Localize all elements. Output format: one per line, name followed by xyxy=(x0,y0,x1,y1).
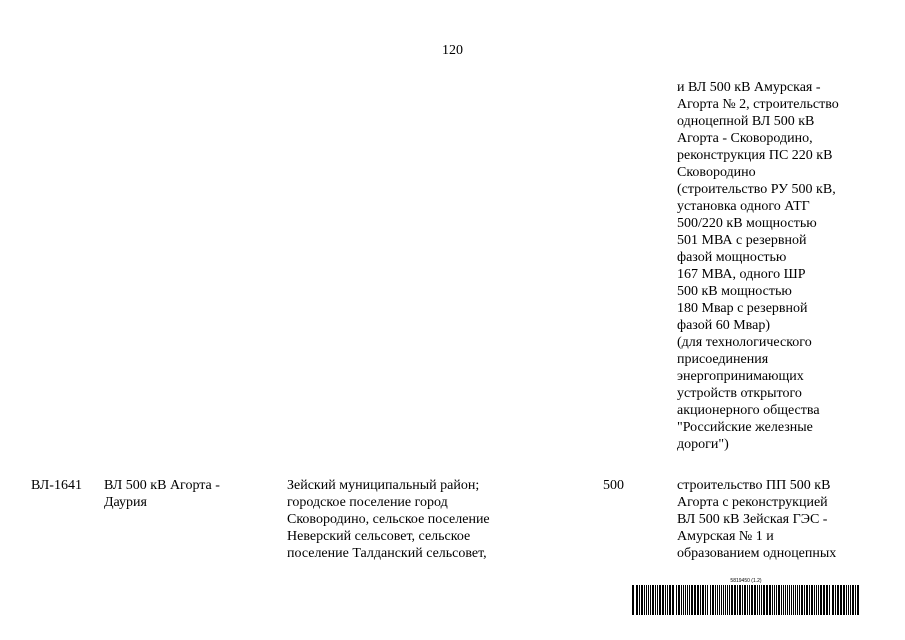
location-line: городское поселение город xyxy=(287,495,448,510)
description-line: установка одного АТГ xyxy=(677,199,810,214)
location-line: Зейский муниципальный район; xyxy=(287,478,480,493)
description-line: 501 МВА с резервной xyxy=(677,233,807,248)
location-line: Сковородино, сельское поселение xyxy=(287,512,490,527)
object-code: ВЛ-1641 xyxy=(31,478,82,493)
description-line: "Российские железные xyxy=(677,420,813,435)
barcode-icon xyxy=(632,585,860,615)
barcode-label: 5819450 (1.2) xyxy=(730,578,762,584)
description-line: 167 МВА, одного ШР xyxy=(677,267,806,282)
description-line: 500/220 кВ мощностью xyxy=(677,216,817,231)
object-name-line: ВЛ 500 кВ Агорта - xyxy=(104,478,220,493)
description-line: реконструкция ПС 220 кВ xyxy=(677,148,833,163)
object-name-line: Даурия xyxy=(104,495,147,510)
barcode-block xyxy=(632,578,860,615)
description-line: ВЛ 500 кВ Зейская ГЭС - xyxy=(677,512,828,527)
description-line: образованием одноцепных xyxy=(677,546,837,561)
description-line: дороги") xyxy=(677,437,729,452)
description-line: фазой мощностью xyxy=(677,250,787,265)
description-line: Амурская № 1 и xyxy=(677,529,774,544)
description-line: устройств открытого xyxy=(677,386,802,401)
description-line: энергопринимающих xyxy=(677,369,804,384)
location-line: поселение Талданский сельсовет, xyxy=(287,546,487,561)
object-name xyxy=(104,477,264,511)
description-line: Агорта № 2, строительство xyxy=(677,97,839,112)
description-line: присоединения xyxy=(677,352,769,367)
description-line: одноцепной ВЛ 500 кВ xyxy=(677,114,815,129)
object-voltage: 500 xyxy=(603,478,624,493)
object-description xyxy=(677,477,892,562)
object-location xyxy=(287,477,527,562)
continued-description xyxy=(677,79,892,453)
description-line: фазой 60 Мвар) xyxy=(677,318,770,333)
description-line: строительство ПП 500 кВ xyxy=(677,478,831,493)
description-line: акционерного общества xyxy=(677,403,820,418)
description-line: 500 кВ мощностью xyxy=(677,284,792,299)
description-line: Агорта - Сковородино, xyxy=(677,131,813,146)
location-line: Неверский сельсовет, сельское xyxy=(287,529,471,544)
description-line: и ВЛ 500 кВ Амурская - xyxy=(677,80,821,95)
description-line: Агорта с реконструкцией xyxy=(677,495,828,510)
description-line: (для технологического xyxy=(677,335,812,350)
page-number: 120 xyxy=(442,43,463,58)
description-line: Сковородино xyxy=(677,165,756,180)
description-line: 180 Мвар с резервной xyxy=(677,301,808,316)
description-line: (строительство РУ 500 кВ, xyxy=(677,182,836,197)
